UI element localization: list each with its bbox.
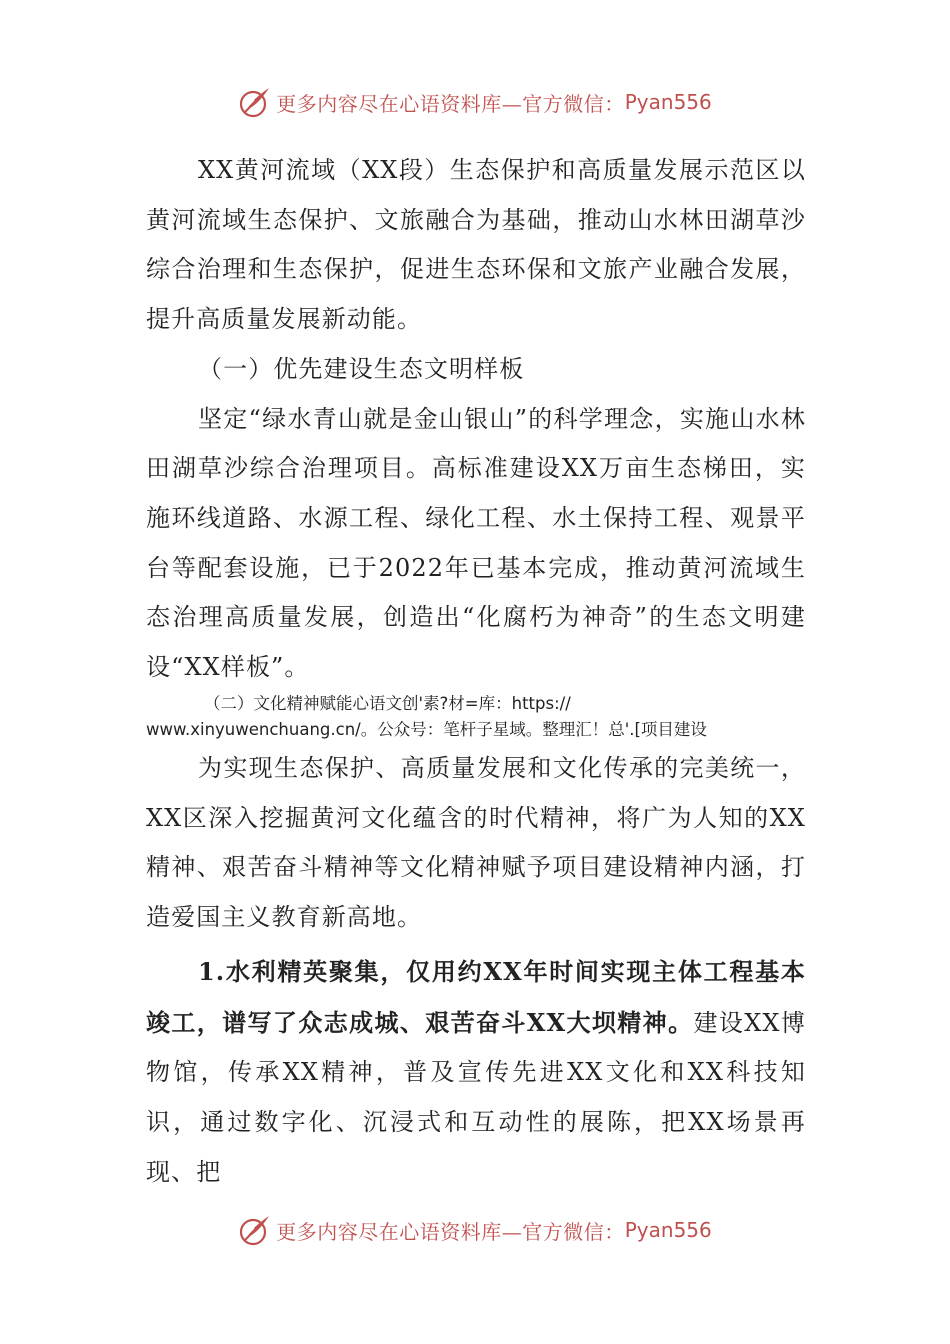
- header-wechat-id: Pyan556: [624, 90, 712, 114]
- section1-paragraph: 坚定“绿水青山就是金山银山”的科学理念，实施山水林田湖草沙综合治理项目。高标准建设XX万亩生态梯田，实施环线道路、水源工程、绿化工程、水土保持工程、观景平台等配套设施，已于2022年已基本完成，推动黄河流域生态治理高质量发展，创造出“化腐朽为神奇”的生态文明建设“XX样板”。: [146, 404, 806, 682]
- section2-heading-line1: （二）文化精神赋能心语文创'素?材=库：https://: [204, 694, 571, 713]
- document-body-upper: [146, 146, 806, 693]
- item1-paragraph: [146, 947, 806, 1198]
- section2-heading-note: [146, 691, 806, 743]
- footer-wechat-id: Pyan556: [624, 1218, 712, 1242]
- footer-banner-text: 更多内容尽在心语资料库—官方微信：: [276, 1219, 625, 1244]
- intro-paragraph: XX黄河流域（XX段）生态保护和高质量发展示范区以黄河流域生态保护、文旅融合为基础，推动山水林田湖草沙综合治理和生态保护，促进生态环保和文旅产业融合发展，提升高质量发展新动能。: [146, 156, 806, 334]
- footer-banner: [0, 1210, 950, 1250]
- quill-logo-icon: [238, 85, 272, 119]
- quill-logo-icon: [238, 1213, 272, 1247]
- header-banner-text: 更多内容尽在心语资料库—官方微信：: [276, 91, 625, 116]
- document-body-lower: [146, 744, 806, 1197]
- item1-rest: 建设XX博物馆，传承XX精神，普及宣传先进XX文化和XX科技知识，通过数字化、沉浸式和互动性的展陈，把XX场景再现、把: [146, 1008, 806, 1186]
- section2-heading-line2: www.xinyuwenchuang.cn/。公众号：笔杆子星域。整理汇！总'.[项目建设: [146, 720, 707, 739]
- item1-bold-lead: 1.水利精英聚集，仅用约XX年时间实现主体工程基本竣工，谱写了众志成城、艰苦奋斗XX大坝精神。: [146, 956, 806, 1037]
- section1-heading: （一）优先建设生态文明样板: [198, 354, 525, 383]
- header-banner: [0, 82, 950, 122]
- section2-paragraph: 为实现生态保护、高质量发展和文化传承的完美统一，XX区深入挖掘黄河文化蕴含的时代精神，将广为人知的XX精神、艰苦奋斗精神等文化精神赋予项目建设精神内涵，打造爱国主义教育新高地。: [146, 754, 806, 932]
